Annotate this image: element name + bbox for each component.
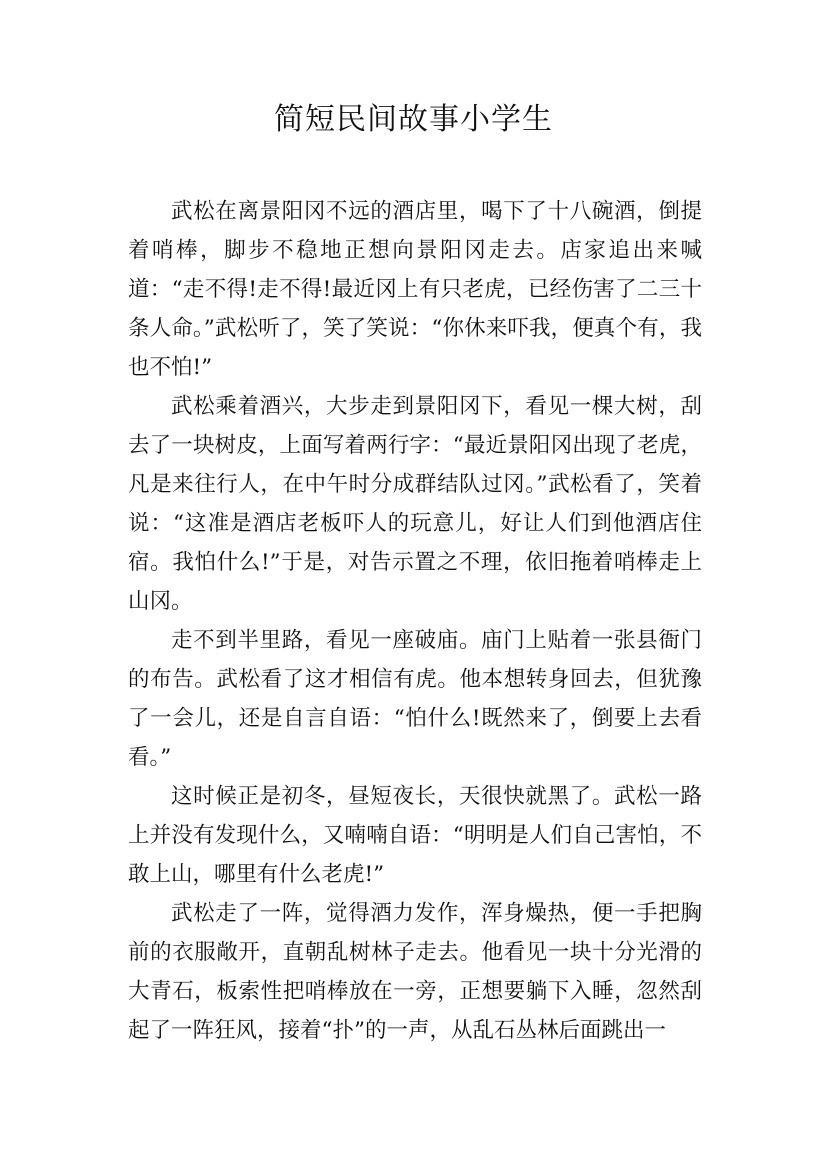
paragraph-2: 武松乘着酒兴，大步走到景阳冈下，看见一棵大树，刮去了一块树皮，上面写着两行字：“最近景阳冈出现了老虎，凡是来往行人，在中午时分成群结队过冈。”武松看了，笑着说：“这准是酒店老板吓人的玩意儿，好让人们到他酒店住宿。我怕什么!”于是，对告示置之不理，依旧拖着哨棒走上山冈。 — [128, 394, 702, 614]
paragraph-4: 这时候正是初冬，昼短夜长，天很快就黑了。武松一路上并没有发现什么，又喃喃自语：“明明是人们自己害怕，不敢上山，哪里有什么老虎!” — [128, 784, 702, 887]
document-title: 简短民间故事小学生 — [274, 102, 553, 137]
paragraph-5: 武松走了一阵，觉得酒力发作，浑身燥热，便一手把胸前的衣服敞开，直朝乱树林子走去。他看见一块十分光滑的大青石，板索性把哨棒放在一旁，正想要躺下入睡，忽然刮起了一阵狂风，接着“扑”的一声，从乱石丛林后面跳出一 — [128, 901, 702, 1043]
paragraph-3: 走不到半里路，看见一座破庙。庙门上贴着一张县衙门的布告。武松看了这才相信有虎。他本想转身回去，但犹豫了一会儿，还是自言自语：“怕什么!既然来了，倒要上去看看。” — [128, 628, 702, 770]
paragraph-1: 武松在离景阳冈不远的酒店里，喝下了十八碗酒，倒提着哨棒，脚步不稳地正想向景阳冈走去。店家追出来喊道：“走不得!走不得!最近冈上有只老虎，已经伤害了二三十条人命。”武松听了，笑了笑说：“你休来吓我，便真个有，我也不怕!” — [128, 199, 702, 380]
document-body — [128, 192, 702, 1050]
